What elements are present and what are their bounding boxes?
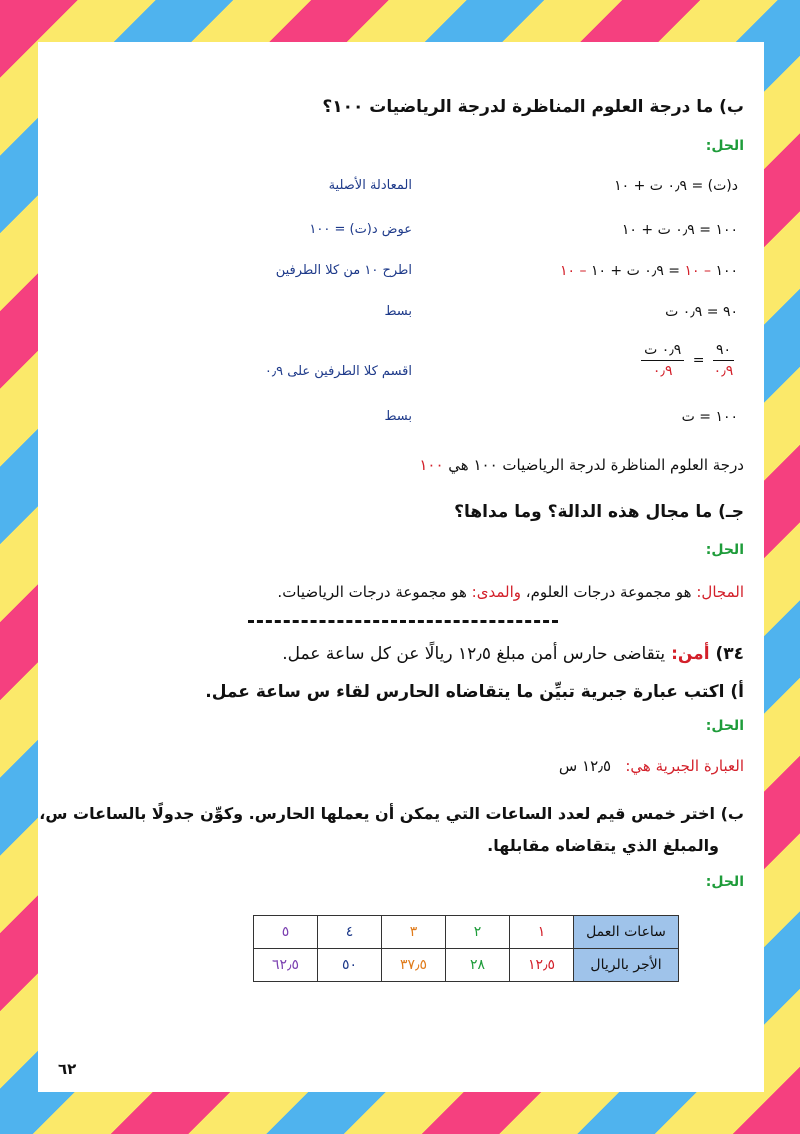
table-cell: ٣٧٫٥ [382, 949, 446, 982]
table-row [254, 949, 679, 982]
solution-label-c: الحل: [705, 542, 744, 558]
question-c: جـ) ما مجال هذه الدالة؟ وما مداها؟ [454, 502, 744, 522]
question-b: ب) ما درجة العلوم المناظرة لدرجة الرياضيات ١٠٠؟ [322, 97, 744, 117]
solution-label-34b: الحل: [705, 874, 744, 890]
problem-34-part-a: أ) اكتب عبارة جبرية تبيِّن ما يتقاضاه الحارس لقاء س ساعة عمل. [205, 682, 744, 702]
table-cell: ١ [510, 916, 574, 949]
algebraic-expression: العبارة الجبرية هي: ١٢٫٥ س [558, 757, 744, 775]
table-cell: ٤ [318, 916, 382, 949]
step-4-equation: ٩٠ = ٠٫٩ ت [665, 304, 738, 320]
table-cell: ٥٠ [318, 949, 382, 982]
table-cell: ٢ [446, 916, 510, 949]
row-header-pay: الأجر بالريال [574, 949, 679, 982]
solution-label-34a: الحل: [705, 718, 744, 734]
problem-34-part-b-line2: والمبلغ الذي يتقاضاه مقابلها. [487, 836, 719, 855]
table-cell: ٣ [382, 916, 446, 949]
step-2-note: عوض د(ت) = ١٠٠ [309, 222, 412, 237]
row-header-hours: ساعات العمل [574, 916, 679, 949]
step-6-note: بسط [384, 409, 412, 424]
domain-range-answer: المجال: هو مجموعة درجات العلوم، والمدى: هو مجموعة درجات الرياضيات. [277, 583, 744, 601]
table-cell: ٢٨ [446, 949, 510, 982]
section-divider [248, 620, 558, 623]
conclusion: درجة العلوم المناظرة لدرجة الرياضيات ١٠٠ هي ١٠٠ [419, 456, 744, 474]
table-row [254, 916, 679, 949]
fraction-right: $\frac{\text{٠٫٩ ت}}{٠٫٩}$ [641, 342, 684, 379]
step-1-note: المعادلة الأصلية [328, 178, 412, 193]
step-4-note: بسط [384, 304, 412, 319]
step-1-equation: د(ت) = ٠٫٩ ت + ١٠ [614, 178, 738, 194]
problem-34-part-b-line1: ب) اختر خمس قيم لعدد الساعات التي يمكن أن يعملها الحارس. وكوِّن جدولًا بالساعات س، [39, 804, 744, 823]
step-6-equation: ١٠٠ = ت [681, 409, 738, 425]
solution-label: الحل: [705, 138, 744, 154]
step-2-equation: ١٠٠ = ٠٫٩ ت + ١٠ [621, 222, 738, 238]
table-cell: ٥ [254, 916, 318, 949]
problem-34: ٣٤) أمن: يتقاضى حارس أمن مبلغ ١٢٫٥ ريالًا عن كل ساعة عمل. [282, 644, 744, 664]
step-3-note: اطرح ١٠ من كلا الطرفين [275, 263, 412, 278]
step-5-fraction-equation: $\frac{٩٠}{٠٫٩}$ = $\frac{\text{٠٫٩ ت}}{٠٫٩}$ [637, 342, 738, 379]
page-number: ٦٢ [58, 1060, 77, 1078]
step-5-note: اقسم كلا الطرفين على ٠٫٩ [264, 364, 412, 379]
worksheet-page [38, 42, 764, 1092]
fraction-left: $\frac{٩٠}{٠٫٩}$ [713, 342, 734, 379]
table-cell: ٦٢٫٥ [254, 949, 318, 982]
step-3-equation: ١٠٠ – ١٠ = ٠٫٩ ت + ١٠ – ١٠ [559, 263, 738, 279]
hours-pay-table [253, 915, 679, 982]
table-cell: ١٢٫٥ [510, 949, 574, 982]
